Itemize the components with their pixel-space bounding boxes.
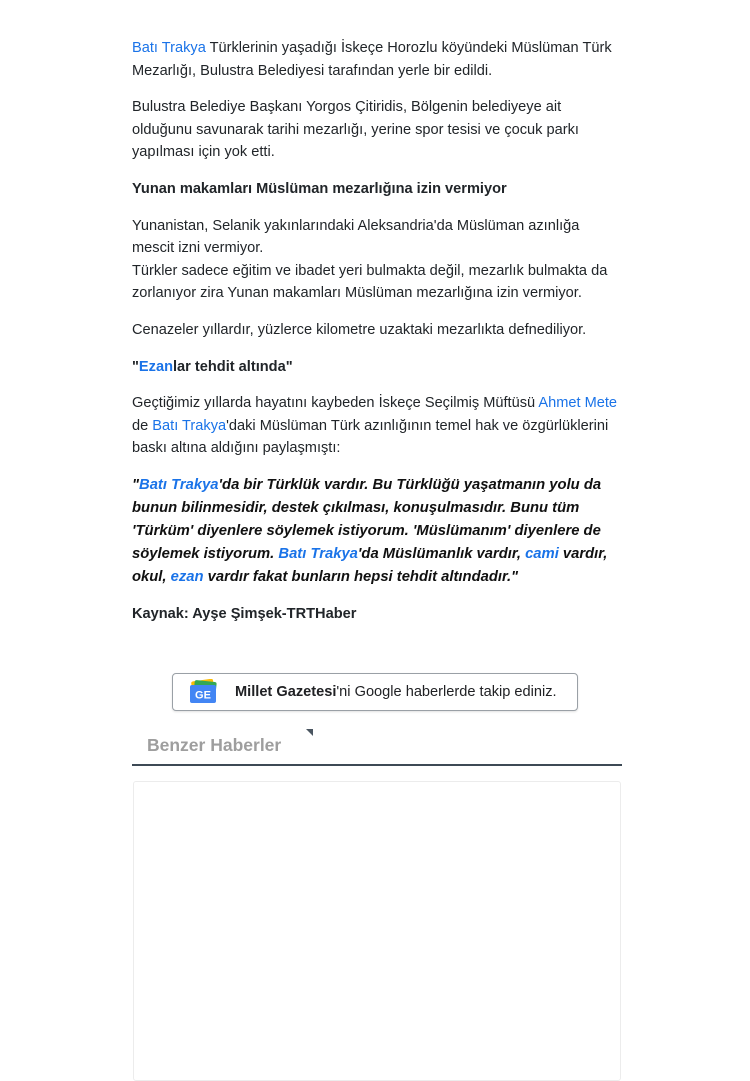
subheading-ezan-open: " <box>132 358 139 375</box>
subheading-ezan-rest: lar tehdit altında" <box>172 358 293 375</box>
bati-trakya-link[interactable]: Batı Trakya <box>139 476 219 493</box>
paragraph-3b: Türkler sadece eğitim ve ibadet yeri bulmakta değil, mezarlık bulmakta da zorlanıyor zira Yunan makamları Müslüman mezarlığına izin vermiyor. <box>132 262 608 302</box>
ahmet-mete-link[interactable]: Ahmet Mete <box>538 395 618 412</box>
paragraph-4: Cenazeler yıllardır, yüzlerce kilometre uzaktaki mezarlıkta defnediliyor. <box>132 321 587 338</box>
quote-text-4: vardır fakat bunların hepsi tehdit altındadır." <box>203 568 519 585</box>
paragraph-5 <box>132 392 622 460</box>
related-news-container <box>133 781 621 1081</box>
bati-trakya-link[interactable]: Batı Trakya <box>132 40 206 56</box>
related-news-divider <box>132 764 622 766</box>
paragraph-5-t3: 'daki Müslüman Türk azınlığının temel hak ve özgürlüklerini baskı altına aldığını paylaşmıştı: <box>132 417 609 457</box>
google-news-icon <box>187 679 219 705</box>
subheading-ezan <box>132 356 622 379</box>
follow-text: 'ni Google haberlerde takip ediniz. <box>336 684 557 700</box>
quote-text-1: 'da bir Türklük vardır. Bu Türklüğü yaşatmanın yolu da bunun bilinmesidir, destek çıkılması, konuşulmasıdır. Bunu tüm 'Türküm' diyenlere söylemek istiyorum. 'Müslümanım' diyenlere de söylemek istiyorum. <box>132 476 602 562</box>
quote-open: " <box>132 476 140 493</box>
quote-text-2: 'da Müslümanlık vardır, <box>357 545 526 562</box>
subheading-cemetery: Yunan makamları Müslüman mezarlığına izin vermiyor <box>132 180 507 197</box>
source-credit: Kaynak: Ayşe Şimşek-TRTHaber <box>132 605 357 622</box>
paragraph-5-t2: de <box>132 417 153 434</box>
bati-trakya-link[interactable]: Batı Trakya <box>152 417 227 434</box>
article-body <box>132 37 622 640</box>
corner-marker <box>306 729 313 736</box>
ezan-link[interactable]: Ezan <box>138 358 173 375</box>
cami-link[interactable]: cami <box>525 545 559 562</box>
ezan-link[interactable]: ezan <box>170 568 204 585</box>
google-news-follow-button[interactable] <box>172 673 578 711</box>
google-news-logo-text: GE <box>195 689 211 702</box>
paragraph-1-text: Türklerinin yaşadığı İskeçe Horozlu köyündeki Müslüman Türk Mezarlığı, Bulustra Belediyesi tarafından yerle bir edildi. <box>132 40 612 79</box>
paragraph-2: Bulustra Belediye Başkanı Yorgos Çitiridis, Bölgenin belediyeye ait olduğunu savunarak tarihi mezarlığı, yerine spor tesisi ve çocuk parkı yapılması için yok etti. <box>132 99 579 161</box>
paragraph-3a: Yunanistan, Selanik yakınlarındaki Aleksandria'da Müslüman azınlığa mescit izni vermiyor. <box>132 217 580 257</box>
paragraph-3 <box>132 215 622 305</box>
paragraph-1 <box>132 37 622 82</box>
paragraph-5-t1: Geçtiğimiz yıllarda hayatını kaybeden İskeçe Seçilmiş Müftüsü <box>132 395 539 412</box>
quote-text-3: vardır, okul, <box>132 545 608 585</box>
bati-trakya-link[interactable]: Batı Trakya <box>278 545 358 562</box>
google-news-follow-text <box>235 684 557 700</box>
quote-block <box>132 474 622 589</box>
related-news-title: Benzer Haberler <box>147 735 282 755</box>
brand-name: Millet Gazetesi <box>235 684 337 700</box>
